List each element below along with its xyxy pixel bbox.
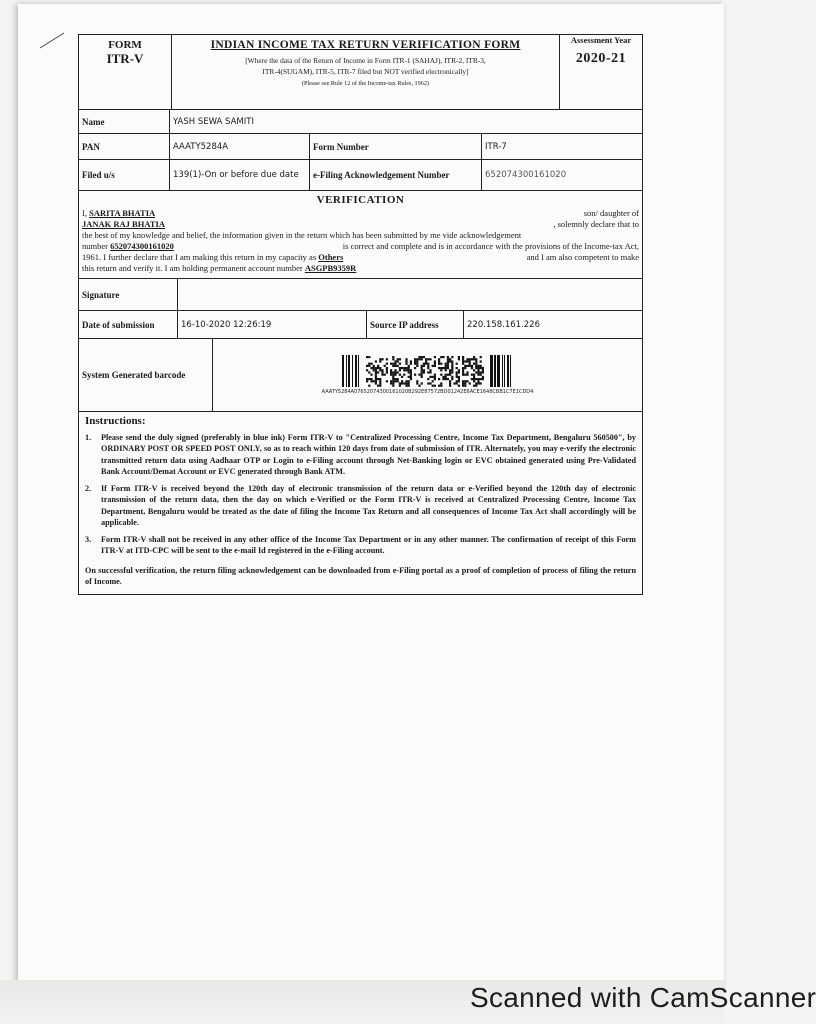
parent-name: JANAK RAJ BHATIA — [82, 219, 165, 229]
form-code: ITR-V — [106, 51, 144, 66]
ack-label: e-Filing Acknowledgement Number — [310, 160, 482, 190]
capacity-value: Others — [318, 252, 344, 262]
assessment-year-label: Assessment Year — [570, 35, 632, 45]
verification-line-5-rest: and I am also competent to make — [526, 252, 639, 262]
rule-note: (Please see Rule 12 of the Income-tax Rules, 1962) — [302, 79, 429, 87]
barcode-row — [79, 339, 642, 412]
verification-line-4 — [82, 241, 639, 252]
instruction-item-1 — [85, 432, 636, 478]
verification-i: I, — [82, 208, 87, 218]
date-label: Date of submission — [79, 311, 178, 338]
instruction-item-3 — [85, 534, 636, 557]
barcode-graphic — [338, 355, 518, 387]
ack-value: 652074300161020 — [485, 170, 567, 180]
submission-row — [79, 311, 642, 339]
signature-box — [178, 279, 642, 310]
form-title: INDIAN INCOME TAX RETURN VERIFICATION FORM — [210, 39, 521, 51]
declare-text: , solemnly declare that to — [553, 219, 639, 229]
verification-line-3: the best of my knowledge and belief, the information given in the return which has been submitted by me vide acknowledgement — [82, 230, 522, 240]
name-label: Name — [79, 110, 170, 133]
instructions-heading: Instructions: — [85, 415, 146, 427]
verification-line-6 — [82, 263, 639, 274]
instructions-section — [79, 412, 642, 594]
form-number-label: Form Number — [310, 134, 482, 159]
date-value: 16-10-2020 12:26:19 — [178, 311, 367, 338]
ip-label: Source IP address — [367, 311, 464, 338]
instruction-text: If Form ITR-V is received beyond the 120th day of electronic transmission of the return data or e-Verified beyond the 120th day of electronic transmission of the return data, then the day on which e-Verified or the Form ITR-V is received at Centralized Processing Centre, Income Tax Department, Bengaluru would be treated as the date of filing the Income Tax Return and all consequences of Income Tax Act shall accordingly will be applicable. — [101, 483, 636, 527]
form-number-value: ITR-7 — [485, 141, 507, 152]
signature-row — [79, 279, 642, 311]
declarant-name: SARITA BHATIA — [89, 208, 156, 218]
verification-line-5 — [82, 252, 639, 263]
form-subtitle-2: ITR-4(SUGAM), ITR-5, ITR-7 filed but NOT verified electronically] — [262, 67, 469, 76]
pen-mark — [38, 30, 68, 52]
instruction-number: 3. — [85, 534, 92, 544]
signature-label: Signature — [79, 279, 178, 310]
assessment-year: 2020-21 — [575, 51, 627, 66]
filed-row — [79, 160, 642, 191]
instruction-text: Form ITR-V shall not be received in any other office of the Income Tax Department or in any other manner. The confirmation of receipt of this Form ITR-V at ITD-CPC will be sent to the e-mail Id registered in the e-Filing account. — [101, 534, 636, 555]
form-label: FORM — [108, 39, 142, 51]
barcode-text: AAATY5284A07652074300161020B292E87572BD01242E6ACE1648CBB1C7E1CDD4 — [321, 389, 534, 395]
verification-title: VERIFICATION — [316, 194, 405, 206]
ip-value: 220.158.161.226 — [467, 319, 541, 330]
instruction-number: 2. — [85, 483, 92, 493]
verification-section — [79, 191, 642, 279]
barcode-cell — [213, 339, 642, 411]
instructions-footer: On successful verification, the return filing acknowledgement can be downloaded from e-Filing portal as a proof of completion of process of filing the return of Income. — [85, 565, 636, 586]
verification-line-2 — [82, 219, 639, 230]
pan-holder-text: this return and verify it. I am holding permanent account number — [82, 263, 303, 273]
pan-label: PAN — [79, 134, 170, 159]
son-daughter-label: son/ daughter of — [583, 208, 639, 218]
pan-row — [79, 134, 642, 160]
ack-number: 652074300161020 — [110, 241, 174, 251]
barcode — [216, 355, 639, 395]
filed-value: 139(1)-On or before due date — [170, 160, 310, 190]
capacity-text: 1961. I further declare that I am making this return in my capacity as — [82, 252, 317, 262]
pan-value: AAATY5284A — [170, 134, 310, 159]
verification-line-1 — [82, 208, 639, 219]
barcode-label: System Generated barcode — [79, 339, 213, 411]
instruction-text: Please send the duly signed (preferably in blue ink) Form ITR-V to "Centralized Processing Centre, Income Tax Department, Bengaluru 560500", by ORDINARY POST OR SPEED POST ONLY, so as to reach within 120 days from date of submission of ITR. Alternately, you may e-verify the electronic transmitted return data using Aadhaar OTP or Login to e-Filing account through Net-Banking login or EVC obtained generated using Pre-Validated Bank Account/Demat Account or EVC generated through Bank ATM. — [101, 432, 636, 476]
form-title-box — [172, 35, 559, 109]
form-header — [79, 35, 642, 110]
scanner-watermark: Scanned with CamScanner — [470, 982, 816, 1013]
verification-line-4-rest: is correct and complete and is in accordance with the provisions of the Income-tax Act, — [342, 241, 639, 251]
form-code-box — [79, 35, 172, 109]
name-value: YASH SEWA SAMITI — [173, 116, 254, 127]
pan-holder-value: ASGPB9359R — [304, 263, 357, 273]
instruction-number: 1. — [85, 432, 92, 442]
assessment-year-box — [559, 35, 642, 109]
name-row — [79, 110, 642, 134]
form-subtitle-1: [Where the data of the Return of Income in Form ITR-1 (SAHAJ), ITR-2, ITR-3, — [245, 55, 486, 65]
number-label: number — [82, 241, 108, 251]
filed-label: Filed u/s — [79, 160, 170, 190]
instruction-item-2 — [85, 483, 636, 529]
itr-v-form — [78, 34, 643, 595]
